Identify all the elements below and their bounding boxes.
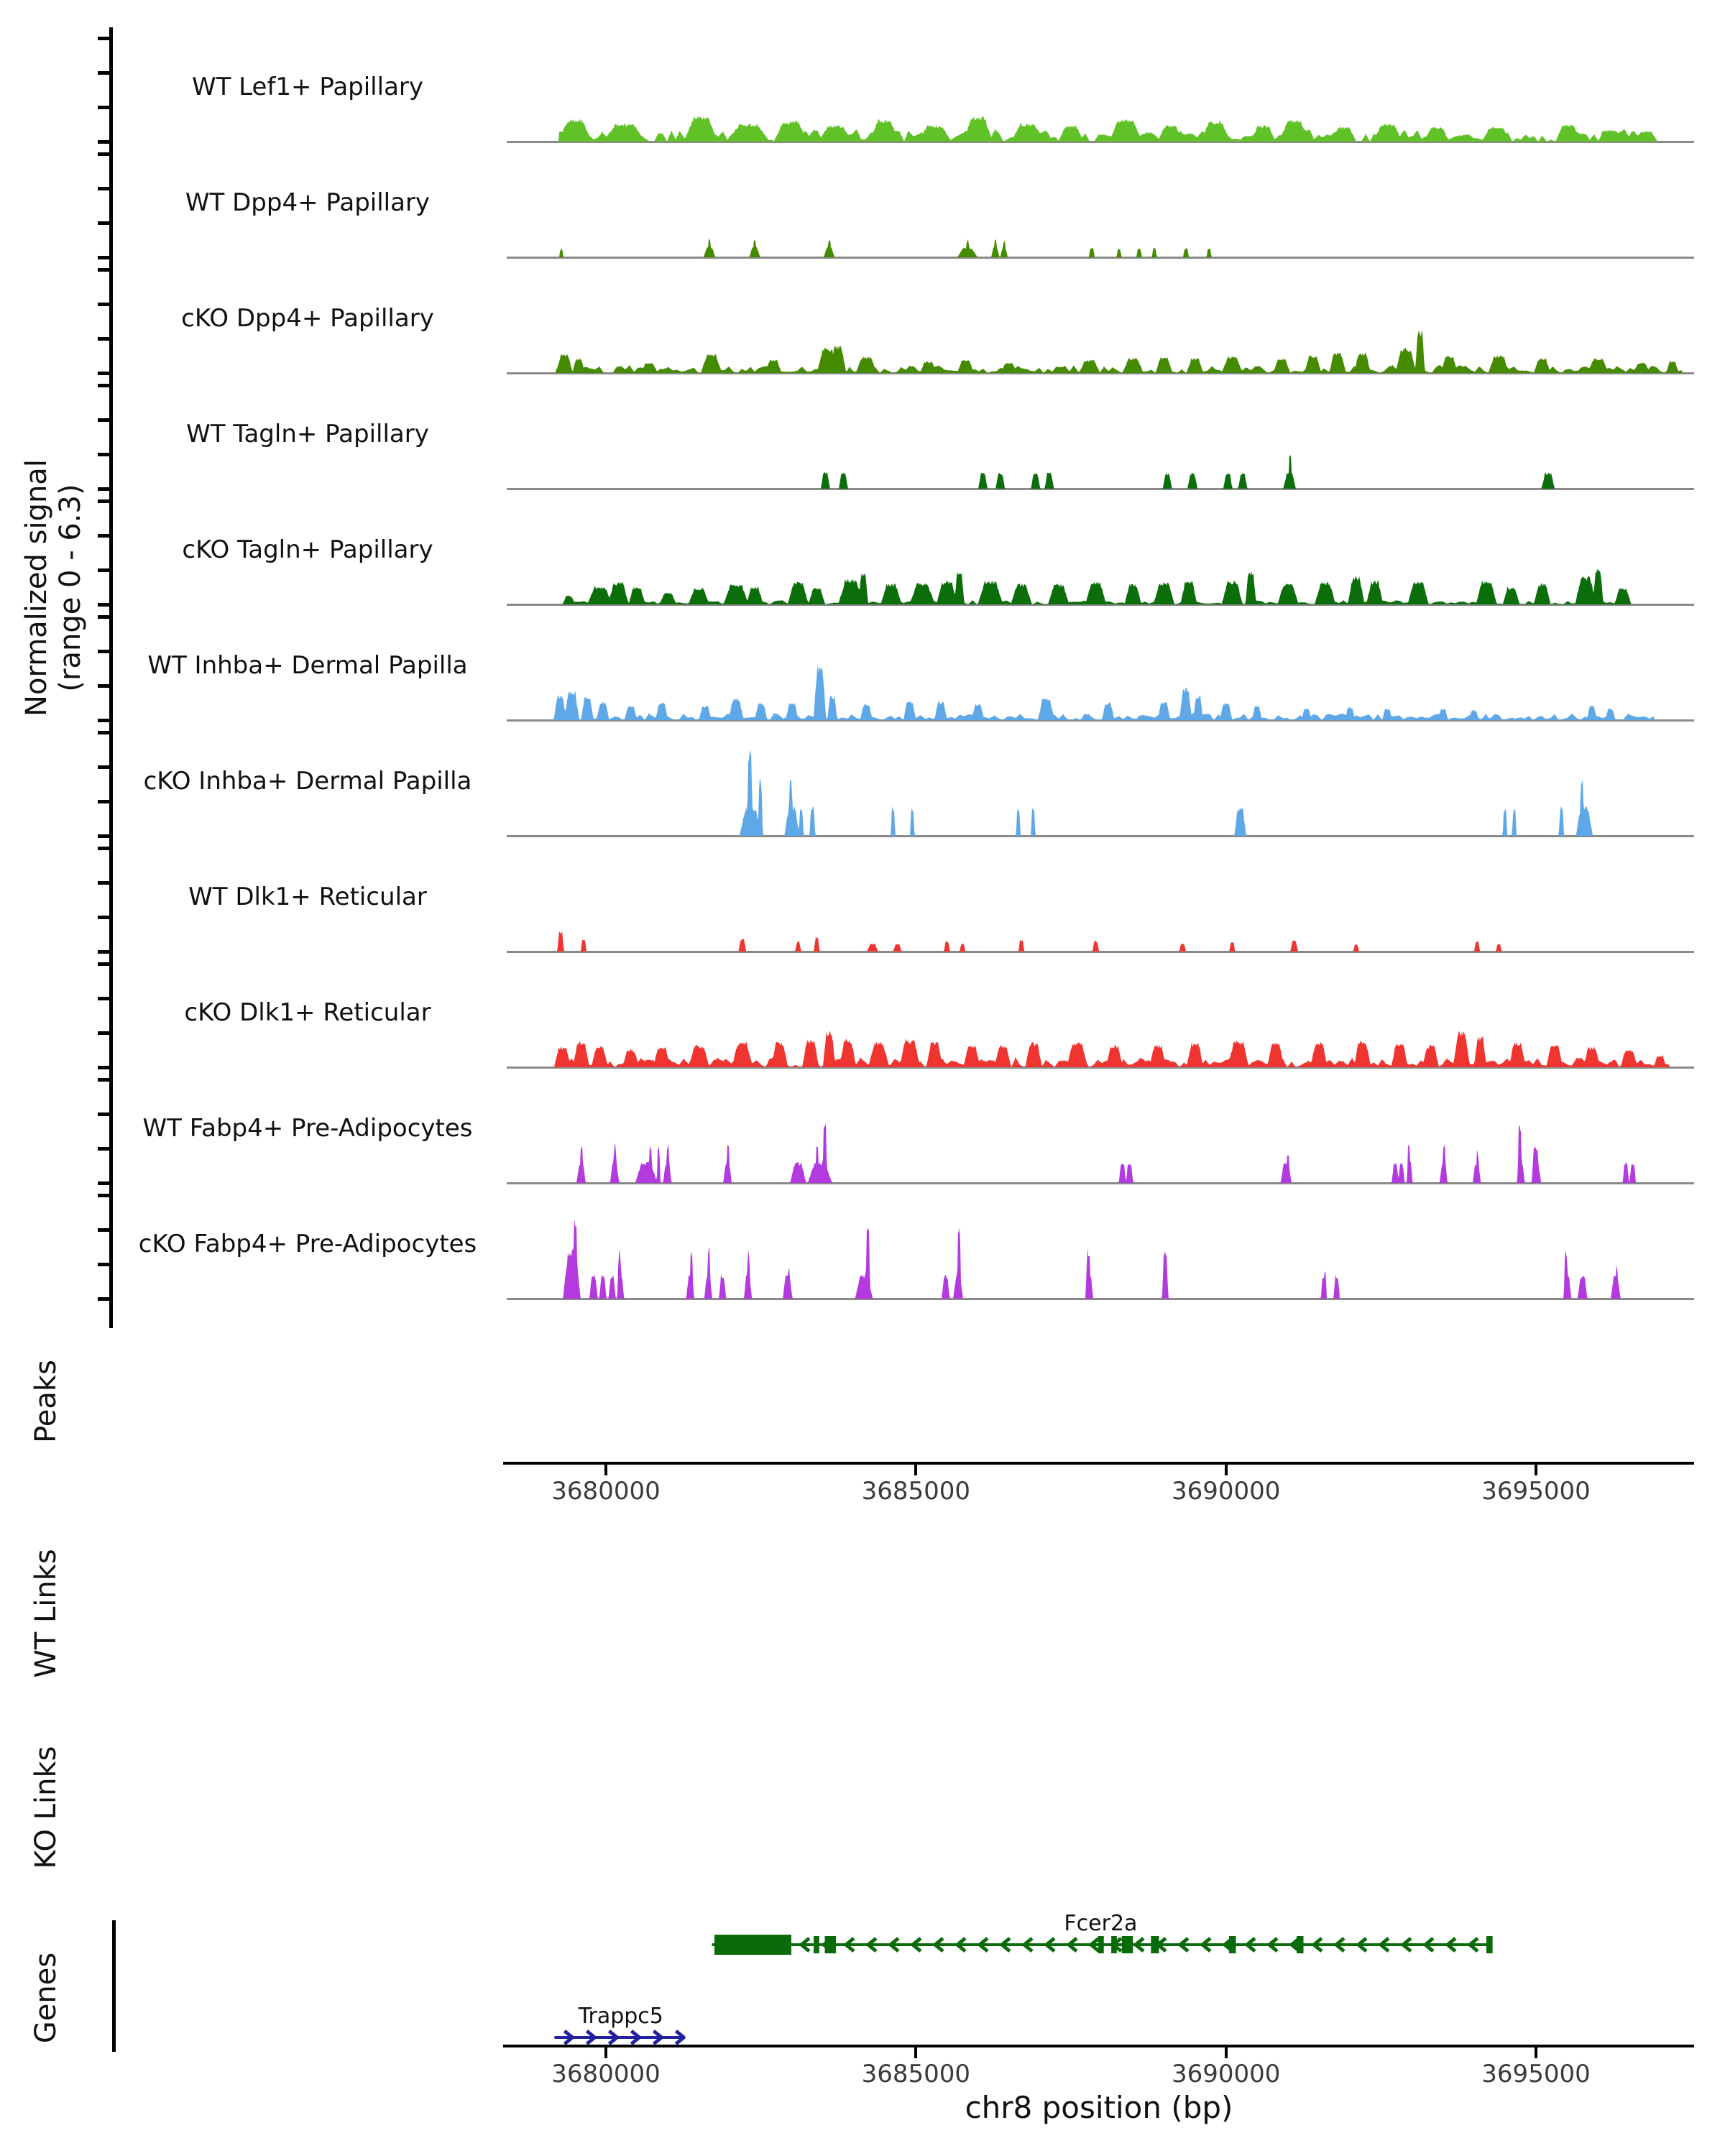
y-axis-tick bbox=[98, 140, 109, 144]
y-axis-tick bbox=[98, 37, 109, 40]
axis-tick bbox=[604, 2047, 607, 2058]
track-label: WT Tagln+ Papillary bbox=[186, 420, 429, 448]
coverage-signal bbox=[507, 750, 1693, 836]
y-axis-tick bbox=[98, 303, 109, 306]
track-baseline bbox=[507, 488, 1694, 490]
y-axis-tick bbox=[98, 1147, 109, 1151]
y-axis-tick bbox=[98, 847, 109, 850]
y-axis-tick bbox=[98, 372, 109, 375]
y-axis-tick bbox=[98, 997, 109, 1000]
y-axis-tick bbox=[98, 603, 109, 607]
coverage-signal bbox=[507, 455, 1693, 489]
coverage-signal bbox=[507, 116, 1693, 142]
track-baseline bbox=[507, 257, 1694, 259]
gene-exon bbox=[814, 1936, 819, 1953]
y-axis-tick bbox=[98, 221, 109, 225]
coverage-signal bbox=[507, 1122, 1693, 1183]
y-axis-tick bbox=[98, 650, 109, 653]
track-label: cKO Fabp4+ Pre-Adipocytes bbox=[138, 1230, 477, 1258]
y-axis-tick bbox=[98, 487, 109, 491]
gene-model-fcer2a bbox=[712, 1911, 1493, 1955]
axis-tick-label: 3685000 bbox=[861, 1477, 971, 1506]
axis-tick bbox=[604, 1465, 607, 1475]
coverage-track bbox=[507, 1095, 1694, 1185]
axis-tick bbox=[1535, 1465, 1537, 1475]
y-axis-tick bbox=[98, 534, 109, 538]
coverage-signal bbox=[507, 568, 1693, 604]
y-axis-tick bbox=[98, 1228, 109, 1232]
y-axis-title-line2: (range 0 - 6.3) bbox=[54, 484, 87, 692]
y-axis-tick bbox=[98, 106, 109, 109]
track-label: WT Dpp4+ Papillary bbox=[185, 188, 431, 217]
axis-line bbox=[503, 1462, 1694, 1465]
axis-tick-label: 3680000 bbox=[551, 2060, 661, 2088]
y-axis-tick bbox=[98, 1194, 109, 1197]
axis-tick-label: 3690000 bbox=[1171, 2060, 1281, 2088]
coverage-track bbox=[507, 54, 1694, 144]
coverage-signal bbox=[507, 330, 1693, 373]
coverage-track bbox=[507, 980, 1694, 1069]
genes-panel bbox=[496, 1904, 1725, 2063]
y-axis-tick bbox=[98, 152, 109, 156]
coverage-signal bbox=[507, 665, 1693, 720]
y-axis-tick bbox=[98, 684, 109, 688]
track-label: WT Fabp4+ Pre-Adipocytes bbox=[142, 1114, 473, 1143]
axis-tick-label: 3680000 bbox=[551, 1477, 661, 1506]
y-axis-tick bbox=[98, 1078, 109, 1082]
axis-tick bbox=[1225, 2047, 1228, 2058]
y-axis-tick bbox=[98, 834, 109, 838]
y-axis-title bbox=[20, 336, 88, 839]
track-label: WT Lef1+ Papillary bbox=[191, 73, 424, 101]
y-axis-tick bbox=[98, 719, 109, 722]
gene-name: Fcer2a bbox=[1064, 1911, 1138, 1936]
track-baseline bbox=[507, 1298, 1694, 1300]
y-axis-tick bbox=[98, 1181, 109, 1185]
y-axis-tick bbox=[98, 256, 109, 259]
coverage-track bbox=[507, 1211, 1694, 1301]
gene-body-line bbox=[554, 2036, 685, 2039]
section-label-wt-links: WT Links bbox=[29, 1549, 63, 1678]
gene-exon bbox=[1486, 1936, 1493, 1953]
axis-tick-label: 3685000 bbox=[861, 2060, 971, 2088]
coverage-track bbox=[507, 170, 1694, 259]
y-axis-tick bbox=[98, 731, 109, 734]
track-label: cKO Dlk1+ Reticular bbox=[184, 998, 431, 1027]
axis-tick bbox=[914, 2047, 917, 2058]
track-label: WT Inhba+ Dermal Papilla bbox=[147, 651, 468, 680]
y-axis-tick bbox=[98, 765, 109, 769]
gene-exon bbox=[1151, 1936, 1159, 1953]
y-axis-tick bbox=[98, 499, 109, 503]
track-label: cKO Inhba+ Dermal Papilla bbox=[143, 767, 472, 796]
coverage-track bbox=[507, 632, 1694, 722]
track-baseline bbox=[507, 1182, 1694, 1184]
y-axis-tick bbox=[98, 962, 109, 966]
y-axis-tick bbox=[98, 337, 109, 341]
section-label-ko-links: KO Links bbox=[29, 1746, 63, 1869]
y-axis-tick bbox=[98, 568, 109, 572]
track-baseline bbox=[507, 951, 1694, 953]
y-axis-tick bbox=[98, 1031, 109, 1035]
coverage-track bbox=[507, 401, 1694, 491]
axis-tick-label: 3690000 bbox=[1171, 1477, 1281, 1506]
y-axis-tick bbox=[98, 187, 109, 190]
x-axis-title: chr8 position (bp) bbox=[965, 2090, 1233, 2125]
coverage-track bbox=[507, 748, 1694, 838]
axis-tick-label: 3695000 bbox=[1481, 2060, 1591, 2088]
coverage-signal bbox=[507, 239, 1693, 257]
y-axis-tick bbox=[98, 881, 109, 885]
track-label: WT Dlk1+ Reticular bbox=[188, 883, 427, 911]
track-label: cKO Dpp4+ Papillary bbox=[181, 304, 434, 333]
coverage-signal bbox=[507, 931, 1693, 952]
gene-thick-exon bbox=[714, 1935, 791, 1955]
y-axis-tick bbox=[98, 418, 109, 422]
gene-name: Trappc5 bbox=[578, 2004, 663, 2029]
genes-y-axis-line bbox=[112, 1920, 116, 2052]
y-axis-tick bbox=[98, 800, 109, 803]
coverage-signal bbox=[507, 1031, 1693, 1067]
axis-tick bbox=[1535, 2047, 1537, 2058]
gene-model-trappc5 bbox=[554, 2004, 685, 2044]
section-label-peaks: Peaks bbox=[29, 1360, 63, 1443]
y-axis-tick bbox=[98, 950, 109, 954]
coverage-track bbox=[507, 864, 1694, 954]
y-axis-tick bbox=[98, 453, 109, 456]
axis-tick bbox=[914, 1465, 917, 1475]
y-axis-tick bbox=[98, 1066, 109, 1069]
y-axis-tick bbox=[98, 1297, 109, 1301]
track-label: cKO Tagln+ Papillary bbox=[182, 535, 433, 564]
y-axis-tick bbox=[98, 1112, 109, 1116]
gene-exon bbox=[1122, 1936, 1133, 1953]
section-label-genes: Genes bbox=[29, 1952, 63, 2044]
y-axis-title-line1: Normalized signal bbox=[20, 459, 53, 717]
coverage-track bbox=[507, 517, 1694, 607]
y-axis-tick bbox=[98, 916, 109, 919]
coverage-signal bbox=[507, 1220, 1693, 1299]
axis-tick-label: 3695000 bbox=[1481, 1477, 1591, 1506]
y-axis-tick bbox=[98, 71, 109, 75]
y-axis-tick bbox=[98, 268, 109, 272]
y-axis-tick bbox=[98, 615, 109, 619]
axis-line bbox=[503, 2045, 1694, 2047]
axis-tick bbox=[1225, 1465, 1228, 1475]
y-axis-tick bbox=[98, 384, 109, 387]
y-axis-tick bbox=[98, 1263, 109, 1266]
coverage-track bbox=[507, 285, 1694, 375]
